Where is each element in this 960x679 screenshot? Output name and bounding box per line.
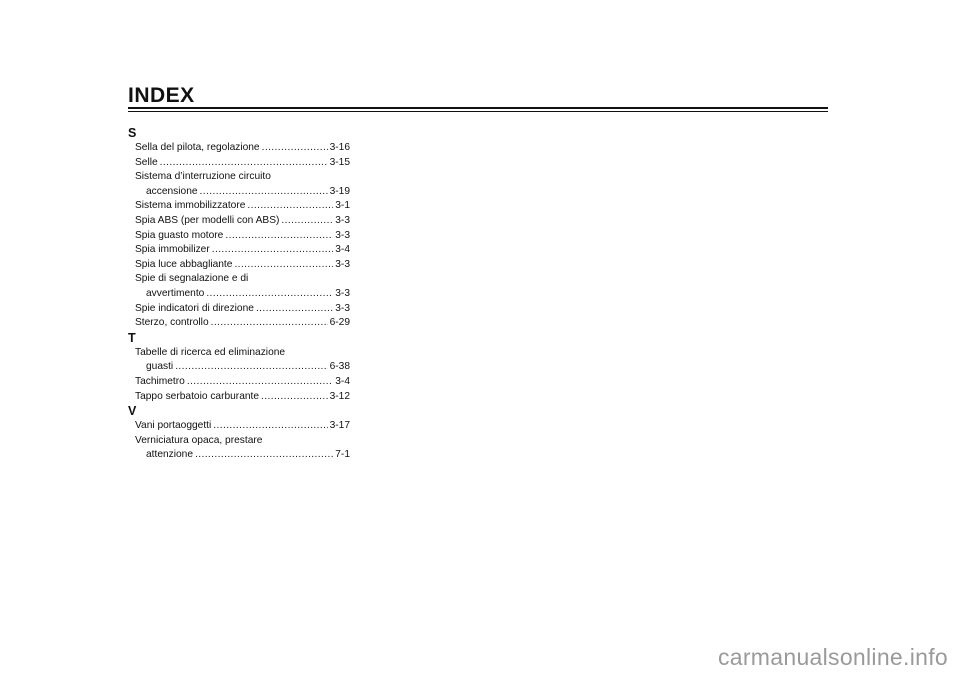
index-entry[interactable]: Sistema immobilizzatore ..... 3-1 <box>128 199 350 214</box>
page-title: INDEX <box>128 84 195 107</box>
index-entry[interactable]: avvertimento ..... 3-3 <box>128 287 350 302</box>
leader-dots <box>256 302 333 317</box>
index-entry[interactable]: Vani portaoggetti ..... 3-17 <box>128 419 350 434</box>
index-entry[interactable]: accensione ..... 3-19 <box>128 185 350 200</box>
leader-dots <box>225 229 333 244</box>
index-entry[interactable]: Selle ..... 3-15 <box>128 156 350 171</box>
page-ref: 3-12 <box>329 390 350 402</box>
index-entry[interactable]: Sella del pilota, regolazione ..... 3-16 <box>128 141 350 156</box>
leader-dots <box>195 448 333 463</box>
rule-thin-line <box>128 111 828 112</box>
title-rule <box>128 107 828 113</box>
page-ref: 3-3 <box>335 229 350 241</box>
section-letter-s: S <box>128 126 137 140</box>
leader-dots <box>206 287 333 302</box>
index-column <box>128 126 350 463</box>
leader-dots <box>247 199 333 214</box>
index-entry-first-line: Tabelle di ricerca ed eliminazione <box>135 346 286 358</box>
index-entry-first-line: Sistema d’interruzione circuito <box>135 171 271 183</box>
leader-dots <box>281 214 333 229</box>
page-ref: 3-3 <box>335 287 350 299</box>
index-entry[interactable]: guasti ..... 6-38 <box>128 360 350 375</box>
index-entry[interactable]: Tachimetro ..... 3-4 <box>128 375 350 390</box>
page-ref: 3-3 <box>335 258 350 270</box>
page-ref: 3-3 <box>335 214 350 226</box>
rule-thick-line <box>128 107 828 109</box>
index-entry[interactable]: Sterzo, controllo ..... 6-29 <box>128 316 350 331</box>
leader-dots <box>160 156 328 171</box>
page-ref: 3-19 <box>329 185 350 197</box>
leader-dots <box>211 316 328 331</box>
watermark: carmanualsonline.info <box>717 644 948 670</box>
index-entry[interactable]: Spia guasto motore ..... 3-3 <box>128 229 350 244</box>
leader-dots <box>261 390 328 405</box>
index-entry[interactable]: Tappo serbatoio carburante ..... 3-12 <box>128 390 350 405</box>
leader-dots <box>187 375 333 390</box>
page-ref: 7-1 <box>335 449 350 461</box>
page-ref: 3-16 <box>329 142 350 153</box>
index-entry[interactable]: Spie indicatori di direzione ..... 3-3 <box>128 302 350 317</box>
section-letter-t: T <box>128 330 136 345</box>
index-entry[interactable]: Spia immobilizer ..... 3-4 <box>128 243 350 258</box>
index-entry-first-line: Verniciatura opaca, prestare <box>135 434 263 446</box>
page-ref: 3-1 <box>335 200 350 212</box>
section-letter-v: V <box>128 404 137 419</box>
page-ref: 3-4 <box>335 375 350 387</box>
page-ref: 3-3 <box>335 302 350 314</box>
page-ref: 3-17 <box>329 420 350 432</box>
index-entry[interactable]: attenzione ..... 7-1 <box>128 448 350 463</box>
leader-dots <box>200 185 328 200</box>
index-entry[interactable]: Spia luce abbagliante ..... 3-3 <box>128 258 350 273</box>
leader-dots <box>175 360 327 375</box>
page-ref: 3-4 <box>335 244 350 256</box>
leader-dots <box>212 243 334 258</box>
index-entry[interactable]: Spia ABS (per modelli con ABS) ..... 3-3 <box>128 214 350 229</box>
page-ref: 6-38 <box>329 361 350 373</box>
page-ref: 3-15 <box>329 156 350 168</box>
leader-dots <box>234 258 333 273</box>
index-entry-first-line: Spie di segnalazione e di <box>135 273 249 285</box>
leader-dots <box>262 141 328 156</box>
page-ref: 6-29 <box>329 317 350 329</box>
leader-dots <box>213 419 327 434</box>
